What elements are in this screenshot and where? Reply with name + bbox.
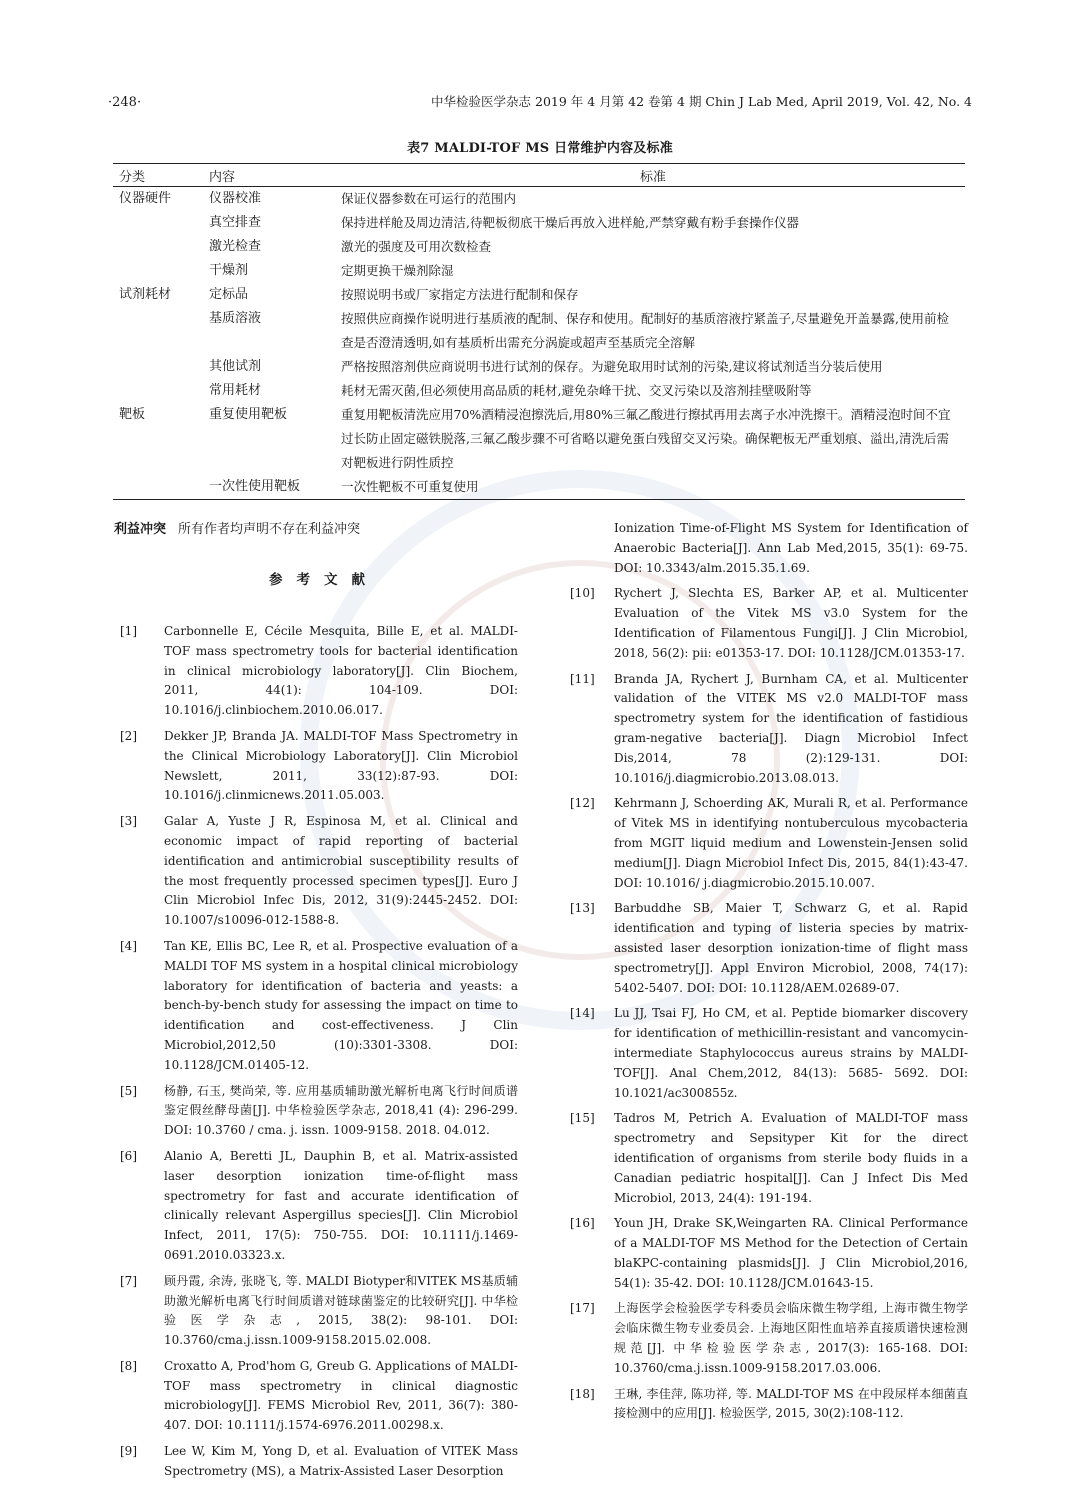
reference-number: [16] [570, 1216, 595, 1231]
header-standard: 标准 [639, 169, 666, 185]
row-category: 仪器硬件 [119, 191, 172, 206]
row-standard: 保证仪器参数在可运行的范围内 [341, 191, 517, 206]
references-left-column [120, 622, 518, 1488]
table-row [113, 187, 965, 212]
page-number: ·248· [108, 95, 142, 110]
row-category: 试剂耗材 [119, 287, 172, 302]
reference-text: Alanio A, Beretti JL, Dauphin B, et al. Matrix-assisted laser desorption ionization time-of-flight mass spectrometry for fast and accurate identification of clinically relevant Aspergillus species[J]. Clin Microbiol Infect, 2011, 17(5): 750-755. DOI: 10.1111/j.1469-0691.2010.03323.x. [164, 1148, 518, 1262]
row-item: 真空排查 [209, 215, 262, 230]
table-header-row [113, 164, 965, 187]
reference-text: Branda JA, Rychert J, Burnham CA, et al. Multicenter validation of the VITEK MS v2.0 MALDI-TOF mass spectrometry system for the identification of fastidious gram-negative bacteria[J]. Diagn Microbiol Infect Dis,2014, 78 (2):129-131. DOI: 10.1016/j.diagmicrobio.2013.08.013. [614, 671, 968, 785]
conflict-label: 利益冲突 [114, 522, 167, 537]
reference-item [570, 1214, 968, 1293]
table-row [113, 475, 965, 500]
reference-9-continued-text: Ionization Time-of-Flight MS System for Identification of Anaerobic Bacteria[J]. Ann Lab Med,2015, 35(1): 69-75. DOI: 10.3343/alm.2015.35.1.69. [614, 521, 968, 575]
reference-item [120, 1442, 518, 1482]
reference-text: Tadros M, Petrich A. Evaluation of MALDI-TOF mass spectrometry and Sepsityper Kit for the direct identification of organisms from sterile body fluids in a Canadian pediatric hospital[J]. Can J Infect Dis Med Microbiol, 2013, 24(4): 191-194. [614, 1111, 968, 1205]
row-standard: 耗材无需灭菌,但必须使用高品质的耗材,避免杂峰干扰、交叉污染以及溶剂挂壁吸附等 [341, 383, 812, 398]
row-standard: 严格按照溶剂供应商说明书进行试剂的保存。为避免取用时试剂的污染,建议将试剂适当分装后使用 [341, 359, 883, 374]
reference-text: Youn JH, Drake SK,Weingarten RA. Clinical Performance of a MALDI-TOF MS Method for the Detection of Certain blaKPC-containing plasmids[J]. J Clin Microbiol,2016, 54(1): 35-42. DOI: 10.1128/JCM.01643-15. [614, 1216, 968, 1290]
reference-text: Carbonnelle E, Cécile Mesquita, Bille E, et al. MALDI-TOF mass spectrometry tools for bacterial identification in clinical microbiology laboratory[J]. Clin Biochem, 2011, 44(1): 104-109. DOI: 10.1016/j.clinbiochem.2010.06.017. [164, 624, 518, 718]
header-item: 内容 [209, 169, 236, 185]
reference-number: [7] [120, 1273, 137, 1288]
conflict-text: 所有作者均声明不存在利益冲突 [178, 522, 361, 537]
row-item: 仪器校准 [209, 191, 262, 206]
reference-number: [8] [120, 1358, 137, 1373]
reference-text: Rychert J, Slechta ES, Barker AP, et al. Multicenter Evaluation of the Vitek MS v3.0 System for the Identification of Filamentous Fungi[J]. J Clin Microbiol, 2018, 56(2): pii: e01353-17. DOI: 10.1128/JCM.01353-17. [614, 586, 968, 660]
references-title: 参考文献 [269, 572, 379, 588]
table-row [113, 235, 965, 259]
reference-number: [2] [120, 728, 137, 743]
reference-text: Croxatto A, Prod'hom G, Greub G. Applications of MALDI-TOF mass spectrometry in clinical diagnostic microbiology[J]. FEMS Microbiol Rev, 2011, 36(7): 380-407. DOI: 10.1111/j.1574-6976.2011.00298.x. [164, 1358, 518, 1433]
reference-item [570, 584, 968, 663]
reference-number: [6] [120, 1148, 137, 1163]
running-header [108, 92, 972, 116]
reference-text: Kehrmann J, Schoerding AK, Murali R, et al. Performance of Vitek MS in identifying nontuberculous mycobacteria from MGIT liquid medium and Lowenstein-Jensen solid medium[J]. Diagn Microbiol Infect Dis, 2015, 84(1):43-47. DOI: 10.1016/ j.diagmicrobio.2015.10.007. [614, 796, 968, 890]
row-item: 重复使用靶板 [209, 407, 288, 422]
reference-text: Lu JJ, Tsai FJ, Ho CM, et al. Peptide biomarker discovery for identification of methicillin-resistant and vancomycin-intermediate Staphylococcus aureus strains by MALDI-TOF[J]. Anal Chem,2012, 84(13): 5685- 5692. DOI: 10.1021/ac300855z. [614, 1006, 968, 1100]
reference-number: [5] [120, 1083, 137, 1098]
row-item: 一次性使用靶板 [209, 479, 301, 494]
table-row [113, 403, 965, 475]
reference-item [120, 622, 518, 721]
row-category [113, 379, 203, 403]
reference-number: [11] [570, 671, 595, 686]
row-standard: 一次性靶板不可重复使用 [341, 479, 479, 494]
reference-item [120, 1272, 518, 1351]
reference-continuation [570, 519, 968, 578]
row-standard: 重复用靶板清洗应用70%酒精浸泡擦洗后,用80%三氟乙酸进行擦拭再用去离子水冲洗擦干。酒精浸泡时间不宜过长防止固定磁铁脱落,三氟乙酸步骤不可省略以避免蛋白残留交叉污染。确保靶板无严重划痕、溢出,清洗后需对靶板进行阴性质控 [341, 407, 951, 470]
reference-item [570, 670, 968, 789]
reference-text: Galar A, Yuste J R, Espinosa M, et al. Clinical and economic impact of rapid reporting of bacterial identification and antimicrobial susceptibility results of the most frequently processed specimen types[J]. Euro J Clin Microbiol Infec Dis, 2012, 31(9):2445-2452. DOI: 10.1007/s10096-012-1588-8. [164, 814, 518, 928]
row-item: 激光检查 [209, 239, 262, 254]
reference-number: [18] [570, 1386, 595, 1401]
reference-number: [3] [120, 814, 137, 829]
table-row [113, 283, 965, 307]
reference-item [120, 1147, 518, 1266]
table-row [113, 259, 965, 283]
reference-text: Tan KE, Ellis BC, Lee R, et al. Prospective evaluation of a MALDI TOF MS system in a hospital clinical microbiology laboratory for identification of bacteria and yeasts: a bench-by-bench study for assessing the impact on time to identification and cost-effectiveness. J Clin Microbiol,2012,50 (10):3301-3308. DOI: 10.1128/JCM.01405-12. [164, 938, 518, 1072]
reference-item [570, 1004, 968, 1103]
reference-item [120, 812, 518, 931]
table-caption: 表7 MALDI-TOF MS 日常维护内容及标准 [407, 141, 673, 156]
row-standard: 保持进样舱及周边清洁,待靶板彻底干燥后再放入进样舱,严禁穿戴有粉手套操作仪器 [341, 215, 799, 230]
row-category [113, 235, 203, 259]
row-standard: 激光的强度及可用次数检查 [341, 239, 492, 254]
row-standard: 按照说明书或厂家指定方法进行配制和保存 [341, 287, 579, 302]
table-row [113, 307, 965, 355]
row-category [113, 211, 203, 235]
row-item: 基质溶液 [209, 311, 262, 326]
reference-item [570, 1299, 968, 1378]
reference-item [120, 1082, 518, 1141]
row-category [113, 259, 203, 283]
references-right-column [570, 519, 968, 1430]
row-category [113, 475, 203, 500]
table-row [113, 355, 965, 379]
maintenance-table [113, 163, 965, 500]
journal-citation: 中华检验医学杂志 2019 年 4 月第 42 卷第 4 期 Chin J Lab Med, April 2019, Vol. 42, No. 4 [431, 94, 972, 109]
reference-item [120, 937, 518, 1076]
reference-item [570, 794, 968, 893]
reference-number: [17] [570, 1301, 595, 1316]
row-item: 其他试剂 [209, 359, 262, 374]
table-row [113, 379, 965, 403]
reference-item [570, 899, 968, 998]
header-category: 分类 [119, 169, 146, 185]
reference-text: 杨静, 石玉, 樊尚荣, 等. 应用基质辅助激光解析电离飞行时间质谱鉴定假丝酵母菌[J]. 中华检验医学杂志, 2018,41 (4): 296-299. DOI: 10.3760 / cma. j. issn. 1009-9158. 2018. 04.012. [164, 1083, 518, 1138]
reference-item [570, 1385, 968, 1425]
row-standard: 按照供应商操作说明进行基质液的配制、保存和使用。配制好的基质溶液拧紧盖子,尽量避免开盖暴露,使用前检查是否澄清透明,如有基质析出需充分涡旋或超声至基质完全溶解 [341, 311, 949, 350]
row-category: 靶板 [119, 407, 146, 422]
reference-number: [15] [570, 1111, 595, 1126]
row-item: 常用耗材 [209, 383, 262, 398]
row-category [113, 355, 203, 379]
row-category [113, 307, 203, 355]
reference-text: 上海医学会检验医学专科委员会临床微生物学组, 上海市微生物学会临床微生物专业委员会. 上海地区阳性血培养直接质谱快速检测规范[J]. 中华检验医学杂志, 2017(3): 165-168. DOI: 10.3760/cma.j.issn.1009-9158.2017.03.006. [614, 1301, 968, 1375]
row-item: 干燥剂 [209, 263, 249, 278]
reference-number: [13] [570, 901, 595, 916]
reference-text: Lee W, Kim M, Yong D, et al. Evaluation of VITEK Mass Spectrometry (MS), a Matrix-Assisted Laser Desorption [164, 1444, 518, 1478]
reference-text: Dekker JP, Branda JA. MALDI-TOF Mass Spectrometry in the Clinical Microbiology Laboratory[J]. Clin Microbiol Newslett, 2011, 33(12):87-93. DOI: 10.1016/j.clinmicnews.2011.05.003. [164, 728, 518, 803]
reference-text: 王琳, 李佳萍, 陈功祥, 等. MALDI-TOF MS 在中段尿样本细菌直接检测中的应用[J]. 检验医学, 2015, 30(2):108-112. [614, 1386, 968, 1421]
reference-number: [12] [570, 796, 595, 811]
reference-item [120, 1357, 518, 1436]
reference-number: [14] [570, 1006, 595, 1021]
reference-text: 顾丹霞, 余涛, 张晓飞, 等. MALDI Biotyper和VITEK MS基质辅助激光解析电离飞行时间质谱对链球菌鉴定的比较研究[J]. 中华检验医学杂志, 2015, 38(2): 98-101. DOI: 10.3760/cma.j.issn.1009-9158.2015.02.008. [164, 1273, 518, 1348]
table-row [113, 211, 965, 235]
table-body [113, 187, 965, 500]
row-standard: 定期更换干燥剂除湿 [341, 263, 454, 278]
row-item: 定标品 [209, 287, 249, 302]
reference-text: Barbuddhe SB, Maier T, Schwarz G, et al. Rapid identification and typing of listeria species by matrix-assisted laser desorption ionization-time of flight mass spectrometry[J]. Appl Environ Microbiol, 2008, 74(17): 5402-5407. DOI: DOI: 10.1128/AEM.02689-07. [614, 901, 968, 995]
reference-item [570, 1109, 968, 1208]
reference-number: [1] [120, 624, 137, 638]
reference-number: [4] [120, 938, 137, 953]
reference-number: [10] [570, 586, 595, 601]
conflict-of-interest [114, 518, 534, 537]
reference-item [120, 727, 518, 806]
references-right-list [570, 584, 968, 1424]
reference-number: [9] [120, 1444, 137, 1459]
